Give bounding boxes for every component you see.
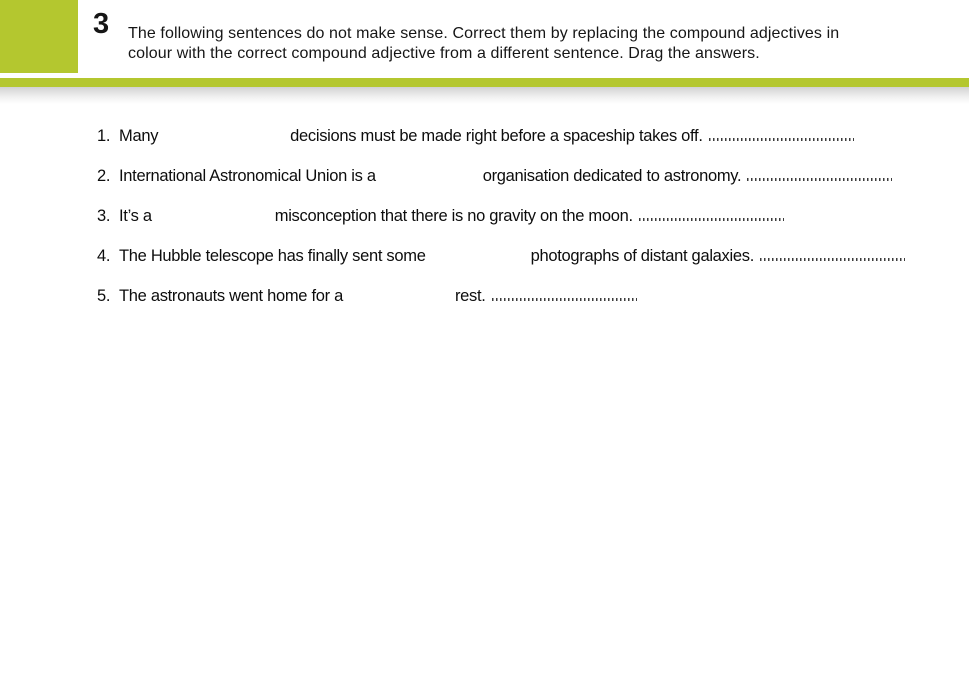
sentence-list — [97, 127, 957, 327]
sentence-pre-text: Many — [119, 127, 159, 145]
sentence-row — [97, 207, 957, 229]
answer-drop-line[interactable] — [492, 298, 637, 301]
sentence-number: 3. — [97, 207, 111, 225]
instruction-line-1: The following sentences do not make sense. Correct them by replacing the compound adjectives in — [128, 25, 840, 42]
exercise-number: 3 — [93, 8, 110, 40]
corner-accent-square — [0, 0, 78, 73]
sentence-number: 1. — [97, 127, 111, 145]
sentence-row — [97, 167, 957, 189]
answer-blank-gap — [376, 179, 483, 181]
sentence-row — [97, 247, 957, 269]
sentence-row — [97, 127, 957, 149]
sentence-post-text: photographs of distant galaxies. — [530, 247, 754, 265]
sentence-post-text: decisions must be made right before a spaceship takes off. — [290, 127, 703, 145]
sentence-pre-text: It’s a — [119, 207, 152, 225]
accent-rule-bar — [0, 78, 969, 87]
answer-drop-line[interactable] — [709, 138, 854, 141]
answer-blank-gap — [343, 299, 455, 301]
sentence-number: 2. — [97, 167, 111, 185]
sentence-number: 5. — [97, 287, 111, 305]
sentence-pre-text: The Hubble telescope has finally sent some — [119, 247, 426, 265]
answer-drop-line[interactable] — [747, 178, 892, 181]
answer-blank-gap — [158, 139, 290, 141]
sentence-post-text: misconception that there is no gravity on the moon. — [274, 207, 633, 225]
answer-drop-line[interactable] — [760, 258, 905, 261]
sentence-row — [97, 287, 957, 309]
sentence-post-text: organisation dedicated to astronomy. — [482, 167, 742, 185]
instruction-text — [128, 24, 839, 64]
answer-drop-line[interactable] — [639, 218, 784, 221]
rule-shadow-gradient — [0, 87, 969, 104]
sentence-pre-text: The astronauts went home for a — [119, 287, 343, 305]
sentence-post-text: rest. — [454, 287, 486, 305]
instruction-line-2: colour with the correct compound adjective from a different sentence. Drag the answers. — [128, 45, 760, 62]
sentence-pre-text: International Astronomical Union is a — [119, 167, 376, 185]
answer-blank-gap — [426, 259, 531, 261]
answer-blank-gap — [152, 219, 275, 221]
sentence-number: 4. — [97, 247, 111, 265]
